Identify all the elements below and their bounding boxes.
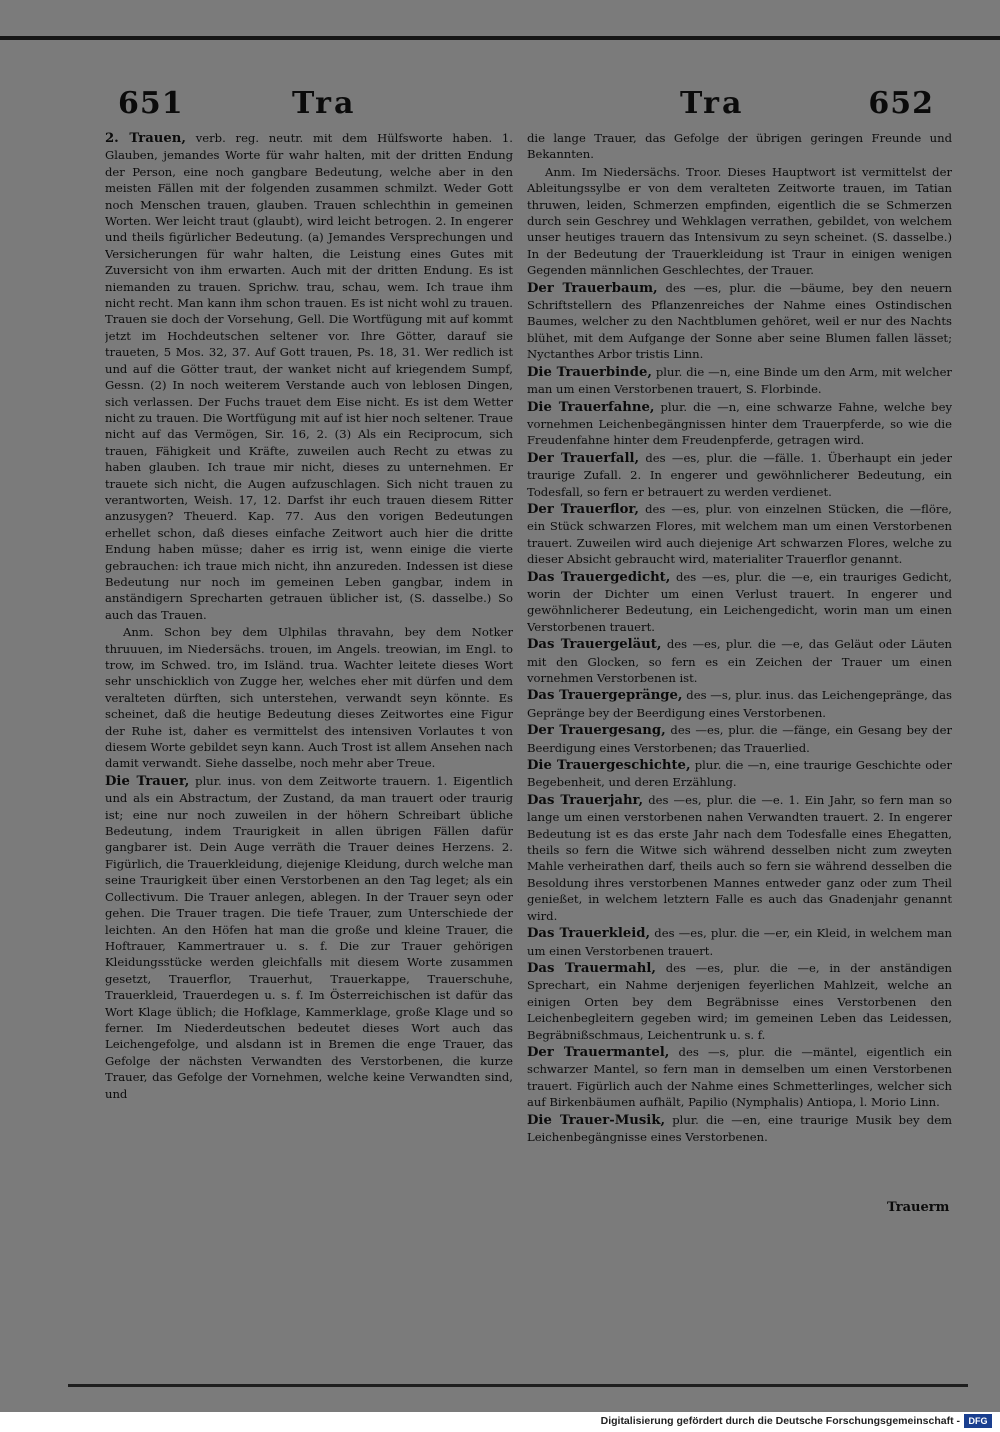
left-running-head: Tra	[292, 86, 357, 121]
entry-text: Anm. Schon bey dem Ulphilas thravahn, bey dem Notker thruuuen, im Niedersächs. trouen, im Angels. treowian, im Engl. to trow, im Schwed. tro, im Isländ. trua. Wachter leitete dieses Wort sehr unschicklich von Zugge her, welches eher mit dürfen und dem veralteten dürften, sich unterstehen, verwandt seyn könnte. Es scheinet, daß die heutige Bedeutung dieses Zeitwortes eine Figur der Ruhe ist, daher es vermittelst des intensiven Vorlautes t von diesem Worte gebildet seyn kann. Auch Trost ist allem Ansehen nach damit verwandt. Siehe dasselbe, noch mehr aber Treue.	[105, 625, 513, 771]
entry-text: plur. die —en, eine traurige Musik bey dem Leichenbegängnisse eines Verstorbenen.	[527, 1112, 952, 1144]
dictionary-entry	[527, 687, 952, 721]
dictionary-entry	[105, 773, 513, 1102]
entry-headword: Die Trauerbinde,	[527, 364, 652, 380]
dfg-logo: DFG	[964, 1414, 992, 1428]
dictionary-entry	[527, 399, 952, 449]
left-page-number: 651	[118, 86, 184, 121]
entry-headword: Der Trauermantel,	[527, 1044, 670, 1060]
dictionary-entry	[527, 280, 952, 363]
dictionary-entry	[527, 960, 952, 1043]
right-page-number: 652	[868, 86, 934, 121]
entry-headword: Das Trauergepränge,	[527, 688, 683, 704]
dictionary-entry	[527, 569, 952, 636]
entry-headword: Der Trauerbaum,	[527, 280, 658, 296]
entry-headword: Das Trauerjahr,	[527, 792, 644, 808]
left-text-column	[105, 130, 513, 1220]
entry-text: des —es, plur. die —bäume, bey den neuern Schriftstellern des Pflanzenreiches der Nahme eines Ostindischen Baumes, welcher zu den Nachtblumen gehöret, weil er nur des Nachts blühet, mit dem Aufgange der Sonne aber seine Blumen fallen lässet; Nyctanthes Arbor tristis Linn.	[527, 280, 952, 362]
dictionary-entry	[527, 1044, 952, 1111]
entry-text: des —es, plur. die —fänge, ein Gesang bey der Beerdigung eines Verstorbenen; das Trauerlied.	[527, 723, 952, 755]
dictionary-entry	[527, 722, 952, 756]
catchword: Trauerm	[887, 1200, 950, 1215]
dictionary-entry	[105, 624, 513, 772]
entry-text: plur. die —n, eine Binde um den Arm, mit welcher man um einen Verstorbenen trauert, S. Florbinde.	[527, 364, 952, 397]
entry-text: verb. reg. neutr. mit dem Hülfsworte haben. 1. Glauben, jemandes Worte für wahr halten, mit der dritten Endung der Person, eine noch gangbare Bedeutung, welche aber in den meisten Fällen mit der folgenden zusammen schmilzt. Weder Gott noch Menschen trauen, glauben. Trauen schlechthin in gemeinen Worten. Wer leicht traut (glaubt), wird leicht betrogen. 2. In engerer und theils figürlicher Bedeutung. (a) Jemandes Versprechungen und Versicherungen für wahr halten, die Leistung eines Gutes mit Zuversicht von ihm erwarten. Auch mit der dritten Endung. Es ist niemanden zu trauen. Sprichw. trau, schau, wem. Ich traue ihm nicht recht. Man kann ihm schon trauen. Es ist nicht wohl zu trauen. Trauen sie doch der Vorsehung, Gell. Die Wortfügung mit auf kommt jetzt im Hochdeutschen seltener vor. Ihre Götter, darauf sie traueten, 5 Mos. 32, 37. Auf Gott trauen, Ps. 18, 31. Wer redlich ist und auf die Götter traut, der wanket nicht auf kriegendem Sumpf, Gessn. (2) In noch weiterem Verstande auch von leblosen Dingen, sich verlassen. Der Fuchs trauet dem Eise nicht. Es ist dem Wetter nicht zu trauen. Die Wortfügung mit auf ist hier noch seltener. Traue nicht auf das Vermögen, Sir. 16, 2. (3) Als ein Reciprocum, sich trauen, Fähigkeit und Kräfte, zuweilen auch Recht zu etwas zu haben glauben. Ich traue mir nicht, dieses zu unternehmen. Er trauete sich nicht, die Augen aufzuschlagen. Sich nicht trauen zu verantworten, Weish. 17, 12. Darfst ihr euch trauen diesem Ritter anzusygen? Theuerd. Kap. 77. Aus den vorigen Bedeutungen erhellet schon, daß dieses einfache Zeitwort auch hier die dritte Endung haben müsse; daher es irrig ist, wenn einige die vierte gebrauchen: ich traue mich nicht, ihn anzureden. Indessen ist diese Bedeutung nur noch im gemeinen Leben gangbar, indem in anständigern Sprecharten getrauen üblicher ist, (S. dasselbe.) So auch das Trauen.	[105, 131, 513, 622]
entry-headword: Das Trauergedicht,	[527, 569, 671, 585]
entry-text: des —es, plur. die —e, in der anständigen Sprechart, ein Nahme derjenigen feyerlichen Mahlzeit, welche an einigen Orten bey dem Begräbnisse eines Verstorbenen den Leichenbegleitern gegeben wird; im gemeinen Leben das Leidessen, Begräbnißschmaus, Leichentrunk u. s. f.	[527, 960, 952, 1042]
entry-text: des —es, plur. die —e, das Geläut oder Läuten mit den Glocken, so fern es ein Zeichen der Trauer um einen vornehmen Verstorbenen ist.	[527, 637, 952, 685]
entry-headword: Die Trauerfahne,	[527, 399, 655, 415]
entry-text: Anm. Im Niedersächs. Troor. Dieses Hauptwort ist vermittelst der Ableitungssylbe er von dem veralteten Zeitworte trauen, im Tatian thruwen, leiden, Schmerzen empfinden, eigentlich die se Schmerzen durch sein Geschrey und Wehklagen verrathen, gebildet, von welchem unser heutiges trauern das Intensivum zu seyn scheinet. (S. dasselbe.) In der Bedeutung der Trauerkleidung ist Traur in einigen wenigen Gegenden männlichen Geschlechtes, der Trauer.	[527, 164, 952, 278]
entry-text: des —s, plur. die —mäntel, eigentlich ein schwarzer Mantel, so fern man in demselben um einen Verstorbenen trauert. Figürlich auch der Nahme eines Schmetterlinges, welcher sich auf Birkenbäumen aufhält, Papilio (Nymphalis) Antiopa, l. Morio Linn.	[527, 1044, 952, 1110]
entry-text: des —es, plur. die —er, ein Kleid, in welchem man um einen Verstorbenen trauert.	[527, 926, 952, 958]
entry-headword: Die Trauer-Musik,	[527, 1112, 666, 1128]
digitization-credit: Digitalisierung gefördert durch die Deutsche Forschungsgemeinschaft -	[600, 1415, 960, 1427]
dictionary-entry	[527, 1112, 952, 1146]
entry-text: des —es, plur. die —fälle. 1. Überhaupt ein jeder traurige Zufall. 2. In engerer und gewöhnlicherer Bedeutung, ein Todesfall, so fern er betrauert zu werden verdienet.	[527, 450, 952, 499]
dictionary-entry	[527, 164, 952, 279]
entry-headword: Das Trauergeläut,	[527, 637, 662, 653]
entry-text: plur. die —n, eine schwarze Fahne, welche bey vornehmen Leichenbegängnissen hinter dem Trauerpferde, so wie die Freudenfahne hinter dem Freudenpferde, getragen wird.	[527, 399, 952, 448]
entry-text: des —es, plur. die —e, ein trauriges Gedicht, worin der Dichter um einen Verlust trauert. In engerer und gewöhnlicherer Bedeutung, ein Leichengedicht, worin man um einen Verstorbenen trauert.	[527, 569, 952, 634]
entry-headword: Der Trauergesang,	[527, 723, 666, 739]
entry-text: die lange Trauer, das Gefolge der übrigen geringen Freunde und Bekannten.	[527, 131, 952, 162]
dictionary-entry	[527, 757, 952, 791]
dictionary-entry	[527, 501, 952, 568]
entry-text: des —es, plur. die —e. 1. Ein Jahr, so fern man so lange um einen verstorbenen nahen Verwandten trauert. 2. In engerer Bedeutung ist es das erste Jahr nach dem Todesfalle eines Ehegatten, theils so fern die Witwe sich während desselben nicht zum zweyten Mahle verheirathen darf, theils auch so fern sie während desselben die Besoldung ihres verstorbenen Mannes entweder ganz oder zum Theil genießet, in welchem letztern Falle es auch das Gnadenjahr genannt wird.	[527, 792, 952, 923]
entry-headword: 2. Trauen,	[105, 131, 186, 146]
entry-headword: Die Trauergeschichte,	[527, 758, 691, 774]
right-text-column	[527, 130, 952, 1220]
dictionary-entry	[527, 130, 952, 163]
entry-text: plur. die —n, eine traurige Geschichte oder Begebenheit, und deren Erzählung.	[527, 758, 952, 790]
entry-headword: Das Trauermahl,	[527, 960, 656, 976]
dictionary-entry	[527, 792, 952, 924]
dictionary-entry	[527, 364, 952, 398]
top-border-rule	[0, 36, 1000, 40]
entry-headword: Der Trauerfall,	[527, 450, 640, 466]
bottom-border-rule	[68, 1384, 968, 1387]
entry-text: plur. inus. von dem Zeitworte trauern. 1. Eigentlich und als ein Abstractum, der Zustand, da man trauert oder traurig ist; eine nur noch zuweilen in der höhern Schreibart übliche Bedeutung, indem Traurigkeit in allen übrigen Fällen dafür gangbarer ist. Dein Auge verräth die Trauer deines Herzens. 2. Figürlich, die Trauerkleidung, diejenige Kleidung, durch welche man seine Traurigkeit über einen Verstorbenen an den Tag leget; als ein Collectivum. Die Trauer anlegen, ablegen. In der Trauer seyn oder gehen. Die Trauer tragen. Die tiefe Trauer, zum Unterschiede der leichten. An den Höfen hat man die große und kleine Trauer, die Hoftrauer, Kammertrauer u. s. f. Die zur Trauer gehörigen Kleidungsstücke werden gleichfalls mit diesem Worte zusammen gesetzt, Trauerflor, Trauerhut, Trauerkappe, Trauerschuhe, Trauerkleid, Trauerdegen u. s. f. Im Österreichischen ist dafür das Wort Klage üblich; die Hofklage, Kammerklage, große Klage und so ferner. Im Niederdeutschen bedeutet dieses Wort auch das Leichengefolge, und alsdann ist in Bremen die enge Trauer, das Gefolge der nächsten Verwandten des Verstorbenen, die kurze Trauer, das Gefolge der Vornehmen, welche keine Verwandten sind, und	[105, 773, 513, 1101]
entry-headword: Das Trauerkleid,	[527, 926, 651, 942]
dictionary-entry	[105, 130, 513, 623]
entry-headword: Der Trauerflor,	[527, 501, 639, 517]
right-running-head: Tra	[680, 86, 745, 121]
dictionary-entry	[527, 450, 952, 500]
entry-text: des —s, plur. inus. das Leichengepränge, das Gepränge bey der Beerdigung eines Verstorbenen.	[527, 688, 952, 720]
entry-text: des —es, plur. von einzelnen Stücken, die —flöre, ein Stück schwarzen Flores, mit welchem man um einen Verstorbenen trauert. Zuweilen wird auch diejenige Art schwarzen Flores, welche zu dieser Absicht gebraucht wird, materialiter Trauerflor genannt.	[527, 501, 952, 567]
entry-headword: Die Trauer,	[105, 773, 190, 789]
dictionary-entry	[527, 925, 952, 959]
dictionary-entry	[527, 636, 952, 686]
